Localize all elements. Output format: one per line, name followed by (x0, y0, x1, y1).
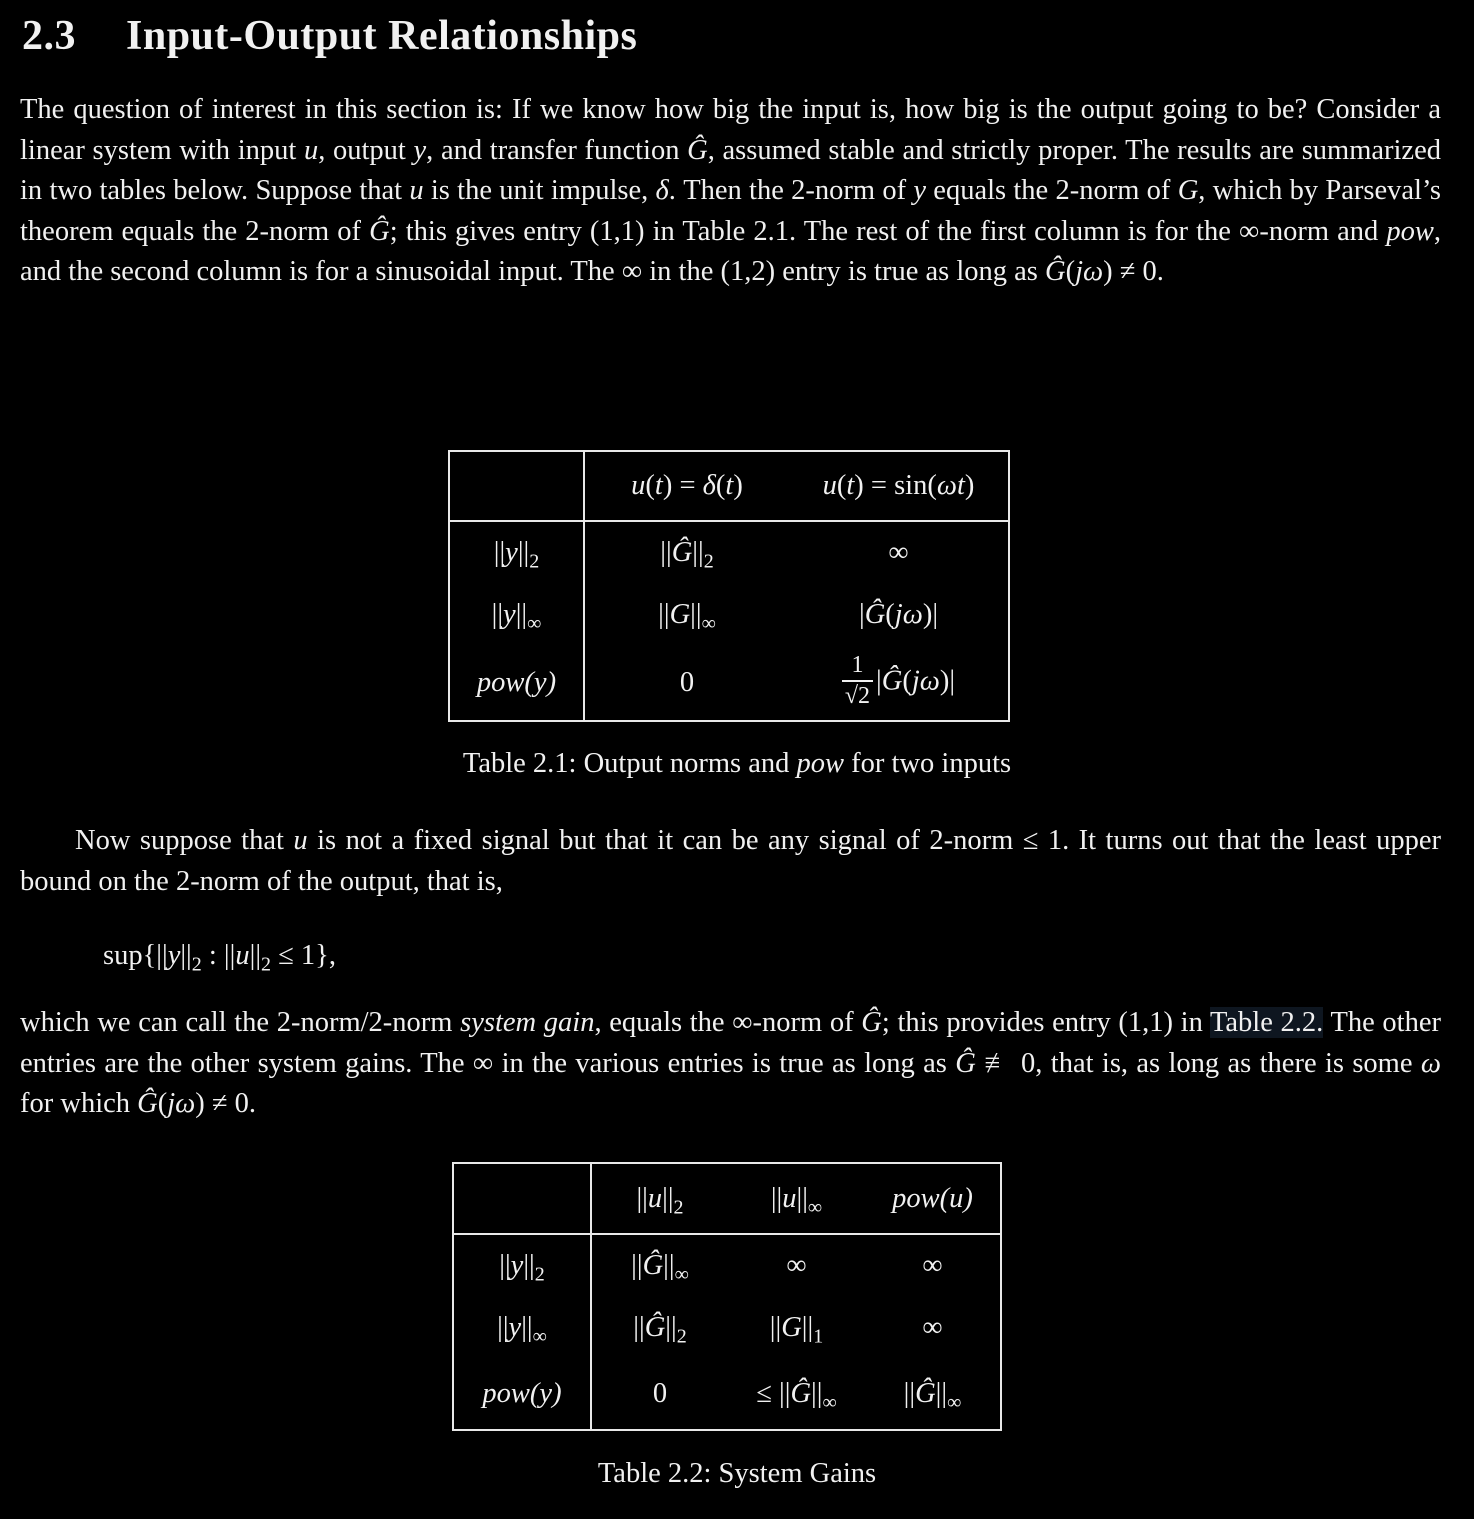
text-segment: u (303, 134, 319, 166)
text-segment: 1 (813, 1325, 824, 1348)
table-cell (789, 521, 1009, 584)
text-segment: 2 (703, 550, 714, 573)
text-segment: G (669, 599, 691, 630)
text-segment: ) ≠ 0. (195, 1088, 257, 1119)
row-label (449, 521, 584, 584)
text-segment: Ĝ (1045, 256, 1066, 287)
text-segment: u (409, 175, 424, 206)
text-segment: , and transfer function (426, 134, 688, 166)
text-segment: ∞ (922, 1250, 943, 1281)
table-cell (591, 1359, 728, 1430)
table-row (449, 521, 1009, 584)
text-segment: Ĝ (137, 1088, 158, 1119)
table-cell (789, 646, 1009, 721)
text-segment: Ĝ (864, 599, 886, 630)
text-segment: ) (733, 470, 743, 501)
text-segment: ) = sin( (854, 470, 937, 501)
table-cell (789, 584, 1009, 646)
text-segment: pow (1386, 215, 1434, 247)
table-cell (728, 1234, 865, 1297)
text-segment: ωt (936, 470, 965, 501)
text-segment: ( (902, 665, 912, 697)
text-segment: The question of interest in this section is: If we know how big the input is, how big is the output going to be? Consider a linear system with input (20, 94, 1441, 166)
table-2-2-caption (0, 1458, 1474, 1490)
text-segment: system gain (460, 1007, 595, 1038)
row-label (449, 646, 584, 721)
text-segment: t (654, 470, 663, 501)
text-segment: u (647, 1182, 663, 1214)
text-segment: || (249, 940, 262, 971)
table-2-1-caption (0, 748, 1474, 780)
text-segment: ∞ (701, 612, 716, 635)
table-2-1-header-row (449, 451, 1009, 521)
text-segment: Ĝ (644, 1312, 666, 1343)
text-segment: jω (167, 1088, 196, 1119)
text-segment: pow(y) (482, 1378, 562, 1409)
text-segment: is not a fixed signal but that it can be any signal of 2-norm ≤ 1. It turns out that the least upper bound on the 2-norm of the output, that is, (20, 825, 1441, 897)
text-segment: ∞ (786, 1250, 807, 1281)
text-segment: || (491, 599, 504, 630)
text-segment: || (935, 1378, 948, 1409)
text-segment: || (636, 1182, 648, 1214)
text-segment: || (493, 537, 506, 568)
text-segment: Ĝ (955, 1047, 976, 1079)
text-segment: 2 (191, 953, 202, 976)
paragraph-sup-intro (20, 821, 1441, 902)
text-segment: || (663, 1250, 675, 1281)
section-title: Input-Output Relationships (126, 13, 638, 59)
text-segment: , equals the ∞-norm of (594, 1007, 862, 1038)
text-segment: , output (318, 134, 414, 166)
text-segment: y (167, 940, 181, 971)
text-segment: || (499, 1250, 511, 1281)
table-cell (584, 521, 789, 584)
table-cell (584, 646, 789, 721)
text-segment: ∞ (888, 537, 909, 568)
text-segment: || (517, 537, 530, 568)
text-segment: y (508, 1312, 522, 1343)
text-segment: || (658, 599, 670, 630)
column-header (584, 451, 789, 521)
text-segment: The other entries are the other system gains. The ∞ in the various entries is true as long as (20, 1007, 1441, 1079)
text-segment: 2 (261, 953, 272, 976)
text-segment: ( (885, 599, 895, 630)
row-label (449, 584, 584, 646)
fraction: $\frac{1}{√2}$ (842, 651, 873, 711)
text-segment: y (913, 175, 927, 206)
table-cell (591, 1234, 728, 1297)
text-segment: ∞ (822, 1391, 837, 1414)
table-cell (591, 1297, 728, 1359)
text-segment: ; this gives entry (1,1) in Table 2.1. The rest of the first column is for the ∞-norm and (389, 215, 1387, 247)
text-segment: | (858, 599, 865, 630)
equation-sup (103, 936, 336, 977)
text-segment: || (665, 1312, 677, 1343)
table-2-1 (448, 450, 1010, 722)
text-segment: for two inputs (844, 748, 1012, 779)
text-segment: 2 (676, 1325, 687, 1348)
table-2-2-header-row (453, 1163, 1001, 1234)
text-segment: pow(u) (892, 1182, 973, 1214)
text-segment: || (523, 1250, 535, 1281)
text-segment: ( (1065, 256, 1076, 287)
text-segment: Ĝ (687, 134, 708, 166)
text-segment: || (690, 599, 702, 630)
text-segment: δ (655, 175, 669, 206)
table-row (453, 1234, 1001, 1297)
text-segment: u (293, 825, 308, 856)
row-label (453, 1297, 591, 1359)
text-segment: || (662, 1182, 674, 1214)
text-segment: , and the second column is for a sinusoidal input. The ∞ in the (1,2) entry is true as long as (20, 215, 1441, 287)
text-segment: is the unit impulse, (423, 175, 656, 206)
text-segment: Now suppose that (75, 825, 294, 856)
table-cell (728, 1297, 865, 1359)
text-segment: ∞ (922, 1312, 943, 1343)
text-segment: || (770, 1182, 783, 1214)
text-segment: || (515, 599, 528, 630)
text-segment: || (903, 1378, 916, 1409)
corner-cell (449, 451, 584, 521)
text-segment: sup{|| (103, 940, 168, 971)
text-segment: G (781, 1312, 802, 1343)
text-segment: t (725, 470, 734, 501)
text-segment: , assumed stable and strictly proper. The results are summarized in two tables below. Suppose that (20, 134, 1441, 206)
text-segment: u (235, 940, 250, 971)
text-segment: y (503, 599, 516, 630)
column-header (728, 1163, 865, 1234)
text-segment: jω (1075, 256, 1104, 287)
section-number: 2.3 (22, 13, 76, 59)
paragraph-intro (20, 90, 1441, 293)
text-segment: 2 (673, 1196, 684, 1219)
text-segment: || (631, 1250, 643, 1281)
table-row (453, 1297, 1001, 1359)
text-segment: y (510, 1250, 524, 1281)
text-segment: ≤ 1}, (271, 940, 336, 971)
text-segment: ω (1420, 1047, 1441, 1079)
text-segment: Table 2.1: Output norms and (462, 748, 797, 779)
text-segment: || (769, 1312, 782, 1343)
text-segment: Ĝ (915, 1378, 936, 1409)
text-segment: || (497, 1312, 509, 1343)
text-segment: . Then the 2-norm of (668, 175, 914, 206)
paragraph-system-gains (20, 1003, 1441, 1125)
table-cell (865, 1297, 1001, 1359)
text-segment: || (801, 1312, 814, 1343)
text-segment: ∞ (527, 612, 542, 635)
text-segment: u (631, 470, 646, 501)
table-cell (865, 1359, 1001, 1430)
text-segment: : || (201, 940, 236, 971)
text-segment: ∞ (947, 1391, 962, 1414)
text-segment: || (633, 1312, 645, 1343)
text-segment: || (811, 1378, 823, 1409)
text-segment: ≢ 0, that is, as long as there is some (975, 1047, 1421, 1079)
text-segment: for which (20, 1088, 138, 1119)
row-label (453, 1234, 591, 1297)
text-segment: ( (157, 1088, 168, 1119)
text-segment: ) ≠ 0. (1103, 256, 1164, 287)
text-segment: which we can call the 2-norm/2-norm (20, 1007, 461, 1038)
text-segment: t (846, 470, 855, 501)
text-segment: 0 (679, 667, 695, 698)
text-segment: || (796, 1182, 808, 1214)
text-segment: y (505, 537, 518, 568)
text-segment: 2 (534, 1263, 545, 1286)
text-segment: u (782, 1182, 797, 1214)
text-segment: Ĝ (881, 665, 903, 697)
text-segment: 2 (529, 550, 540, 573)
text-segment: Ĝ (671, 537, 693, 568)
text-segment: Table 2.2: System Gains (597, 1458, 877, 1489)
table-2-2-link[interactable]: Table 2.2. (1209, 1007, 1324, 1038)
text-segment: Ĝ (642, 1250, 664, 1281)
text-segment: pow(y) (476, 667, 557, 698)
table-cell (584, 584, 789, 646)
text-segment: ( (715, 470, 726, 501)
text-segment: Ĝ (861, 1007, 882, 1038)
text-segment: || (660, 537, 672, 568)
text-segment: Ĝ (369, 215, 390, 247)
text-segment: equals the 2-norm of (926, 175, 1178, 206)
text-segment: ∞ (532, 1325, 547, 1348)
table-row (449, 584, 1009, 646)
text-segment: G (1177, 175, 1199, 206)
text-segment: ( (645, 470, 655, 501)
text-segment: , which by Parseval’s theorem equals the 2-norm of (20, 175, 1441, 247)
table-cell (865, 1234, 1001, 1297)
text-segment: ) = (662, 470, 703, 501)
row-label (453, 1359, 591, 1430)
text-segment: u (822, 470, 837, 501)
text-segment: | (876, 665, 882, 697)
text-segment: 0 (652, 1378, 668, 1409)
text-segment: y (413, 134, 427, 166)
text-segment: jω (911, 665, 940, 697)
text-segment: || (692, 537, 704, 568)
text-segment: δ (702, 470, 716, 501)
column-header (789, 451, 1009, 521)
text-segment: ; this provides entry (1,1) in (881, 1007, 1210, 1038)
text-segment: ∞ (674, 1263, 689, 1286)
text-segment: )| (939, 665, 956, 697)
table-cell (728, 1359, 865, 1430)
text-segment: || (521, 1312, 533, 1343)
table-row (449, 646, 1009, 721)
text-segment: pow (796, 748, 845, 779)
corner-cell (453, 1163, 591, 1234)
text-segment: ( (836, 470, 847, 501)
column-header (591, 1163, 728, 1234)
text-segment: ∞ (807, 1196, 823, 1219)
text-segment: )| (922, 599, 939, 630)
text-segment: jω (894, 599, 923, 630)
column-header (865, 1163, 1001, 1234)
text-segment: Ĝ (790, 1378, 812, 1409)
table-2-2 (452, 1162, 1002, 1431)
table-row (453, 1359, 1001, 1430)
text-segment: || (180, 940, 192, 971)
text-segment: ) (964, 470, 975, 501)
section-heading (22, 12, 637, 60)
text-segment: ≤ || (756, 1378, 791, 1409)
